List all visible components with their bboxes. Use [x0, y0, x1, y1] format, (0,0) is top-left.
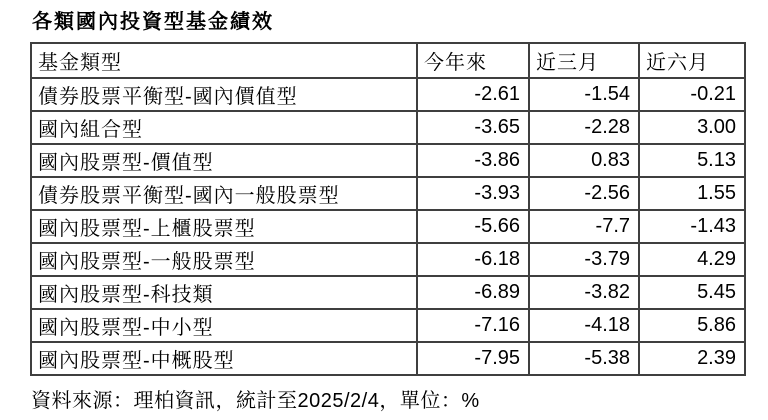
- fund-type-cell: 國內股票型-中小型: [31, 309, 417, 342]
- fund-type-cell: 國內股票型-中概股型: [31, 342, 417, 375]
- fund-type-cell: 國內股票型-科技類: [31, 276, 417, 309]
- table-row: [31, 243, 745, 276]
- value-3m: -3.82: [529, 276, 639, 309]
- value-ytd: -7.16: [417, 309, 529, 342]
- value-6m: -0.21: [639, 78, 745, 111]
- column-header-ytd: 今年來: [417, 43, 529, 78]
- value-ytd: -3.65: [417, 111, 529, 144]
- fund-type-cell: 國內組合型: [31, 111, 417, 144]
- table-row: [31, 78, 745, 111]
- fund-type-cell: 債券股票平衡型-國內一般股票型: [31, 177, 417, 210]
- value-6m: 1.55: [639, 177, 745, 210]
- value-6m: 2.39: [639, 342, 745, 375]
- table-header-row: [31, 43, 745, 78]
- value-3m: -2.56: [529, 177, 639, 210]
- value-3m: -2.28: [529, 111, 639, 144]
- table-row: [31, 111, 745, 144]
- column-header-3m: 近三月: [529, 43, 639, 78]
- value-3m: -1.54: [529, 78, 639, 111]
- table-row: [31, 342, 745, 375]
- source-note: 資料來源：理柏資訊，統計至2025/2/4，單位：%: [31, 390, 480, 412]
- fund-type-cell: 國內股票型-價值型: [31, 144, 417, 177]
- value-3m: -5.38: [529, 342, 639, 375]
- value-6m: 5.45: [639, 276, 745, 309]
- value-6m: 5.13: [639, 144, 745, 177]
- column-header-fund-type: 基金類型: [31, 43, 417, 78]
- value-ytd: -3.93: [417, 177, 529, 210]
- fund-performance-table: [30, 42, 746, 376]
- table-row: [31, 210, 745, 243]
- value-6m: 3.00: [639, 111, 745, 144]
- page-title: 各類國內投資型基金績效: [32, 11, 274, 33]
- column-header-6m: 近六月: [639, 43, 745, 78]
- value-ytd: -7.95: [417, 342, 529, 375]
- value-3m: -3.79: [529, 243, 639, 276]
- table-row: [31, 177, 745, 210]
- table-row: [31, 309, 745, 342]
- value-ytd: -5.66: [417, 210, 529, 243]
- value-6m: -1.43: [639, 210, 745, 243]
- fund-type-cell: 債券股票平衡型-國內價值型: [31, 78, 417, 111]
- value-ytd: -3.86: [417, 144, 529, 177]
- table-row: [31, 276, 745, 309]
- table-row: [31, 144, 745, 177]
- value-ytd: -6.89: [417, 276, 529, 309]
- value-3m: -7.7: [529, 210, 639, 243]
- value-ytd: -2.61: [417, 78, 529, 111]
- value-3m: -4.18: [529, 309, 639, 342]
- value-6m: 4.29: [639, 243, 745, 276]
- value-3m: 0.83: [529, 144, 639, 177]
- fund-type-cell: 國內股票型-上櫃股票型: [31, 210, 417, 243]
- value-6m: 5.86: [639, 309, 745, 342]
- fund-type-cell: 國內股票型-一般股票型: [31, 243, 417, 276]
- value-ytd: -6.18: [417, 243, 529, 276]
